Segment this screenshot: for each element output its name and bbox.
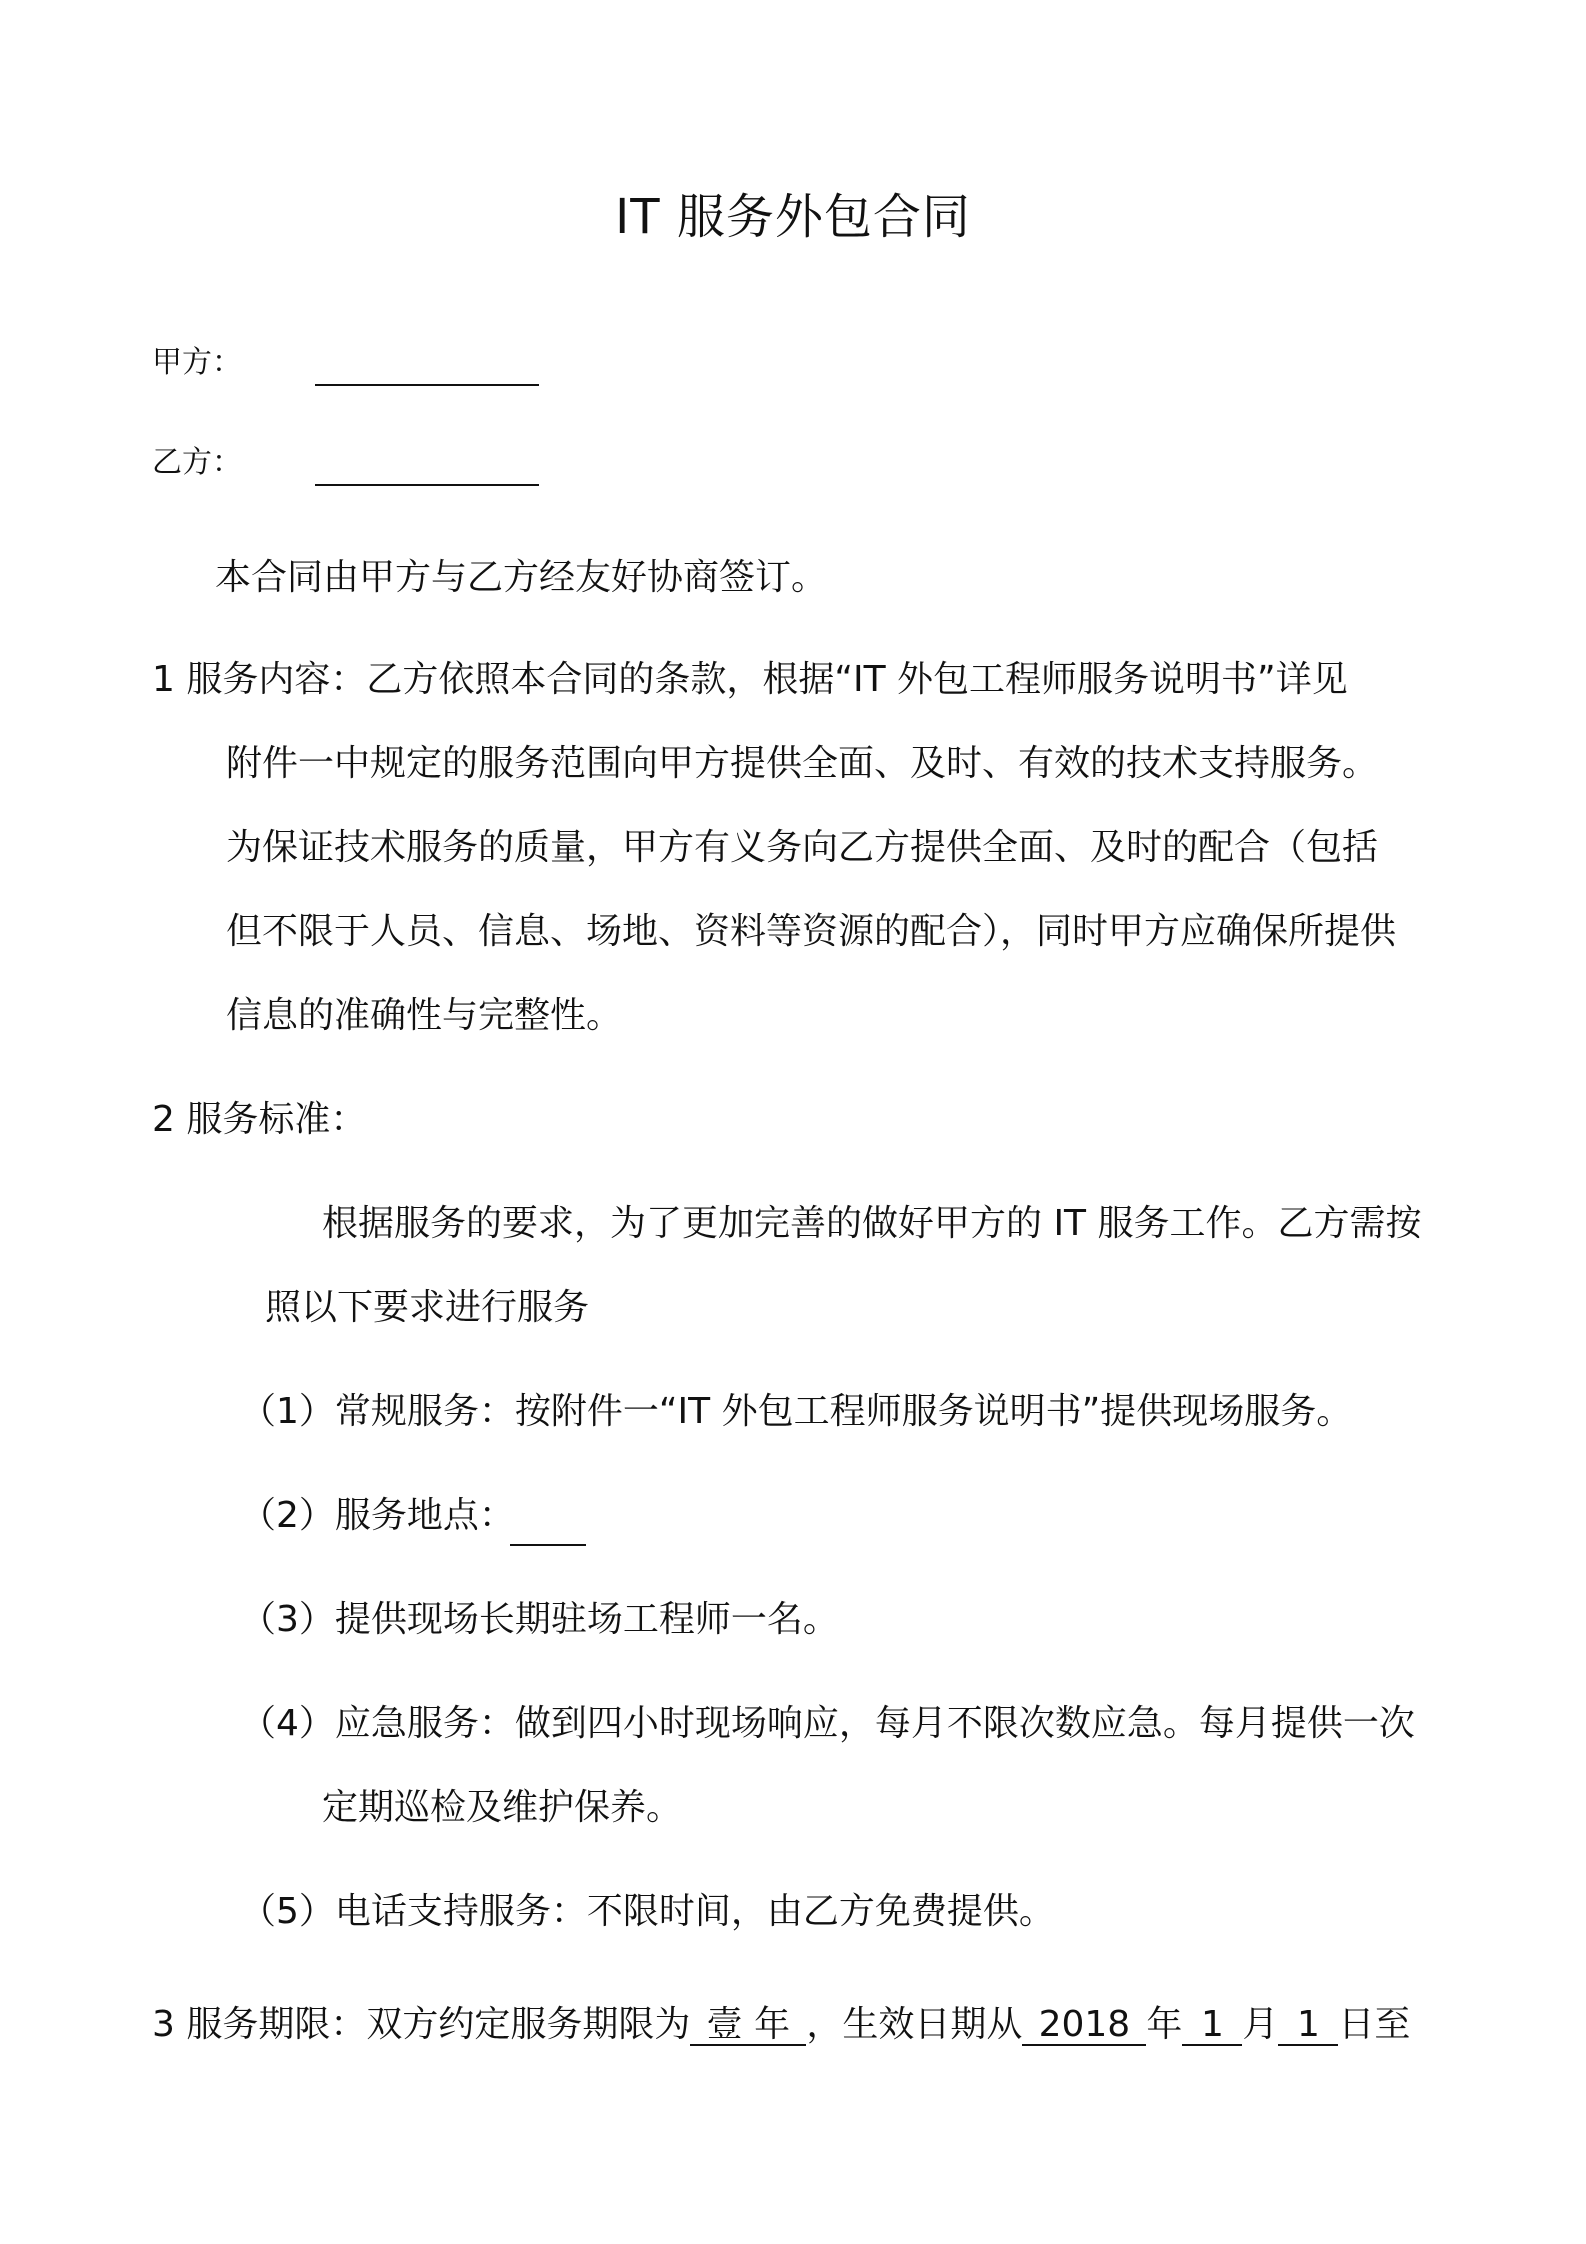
section3-prefix: 3 服务期限：双方约定服务期限为 [152, 2004, 691, 2045]
party-a-label: 甲方： [152, 345, 242, 380]
section2-item-4-line-2: 定期巡检及维护保养。 [322, 1787, 683, 1828]
start-day-field[interactable]: 1 [1278, 2006, 1338, 2046]
section2-item-5: （5）电话支持服务：不限时间，由乙方免费提供。 [240, 1891, 1055, 1932]
start-month-field[interactable]: 1 [1182, 2006, 1242, 2046]
party-b-label: 乙方： [152, 445, 242, 480]
section1-line-3: 为保证技术服务的质量，甲方有义务向乙方提供全面、及时的配合（包括 [226, 827, 1379, 868]
section2-intro-line-1: 根据服务的要求，为了更加完善的做好甲方的 IT 服务工作。乙方需按 [322, 1203, 1422, 1244]
year-unit: 年 [1146, 2004, 1183, 2045]
section2-intro-line-2: 照以下要求进行服务 [265, 1287, 590, 1328]
start-year-field[interactable]: 2018 [1022, 2006, 1146, 2046]
party-a-blank[interactable] [315, 384, 539, 386]
section2-item-3: （3）提供现场长期驻场工程师一名。 [240, 1599, 839, 1640]
section2-item-4-line-1: （4）应急服务：做到四小时现场响应，每月不限次数应急。每月提供一次 [240, 1703, 1415, 1744]
intro-paragraph: 本合同由甲方与乙方经友好协商签订。 [215, 557, 828, 598]
day-unit: 日至 [1338, 2004, 1411, 2045]
section2-item-1: （1）常规服务：按附件一“IT 外包工程师服务说明书”提供现场服务。 [240, 1391, 1353, 1432]
section2-item-2: （2）服务地点： [240, 1495, 515, 1536]
section2-heading: 2 服务标准： [152, 1099, 367, 1140]
section1-line-2: 附件一中规定的服务范围向甲方提供全面、及时、有效的技术支持服务。 [226, 743, 1379, 784]
service-location-blank[interactable] [510, 1544, 586, 1546]
section1-line-4: 但不限于人员、信息、场地、资料等资源的配合），同时甲方应确保所提供 [226, 911, 1397, 952]
section3-mid: ，生效日期从 [806, 2004, 1023, 2045]
document-title: IT 服务外包合同 [615, 189, 971, 245]
party-b-blank[interactable] [315, 484, 539, 486]
month-unit: 月 [1242, 2004, 1279, 2045]
section1-line-5: 信息的准确性与完整性。 [226, 995, 623, 1036]
service-term-field[interactable]: 壹 年 [690, 2006, 806, 2046]
section3-line [152, 2006, 1410, 2046]
section1-line-1: 1 服务内容：乙方依照本合同的条款，根据“IT 外包工程师服务说明书”详见 [152, 659, 1348, 700]
